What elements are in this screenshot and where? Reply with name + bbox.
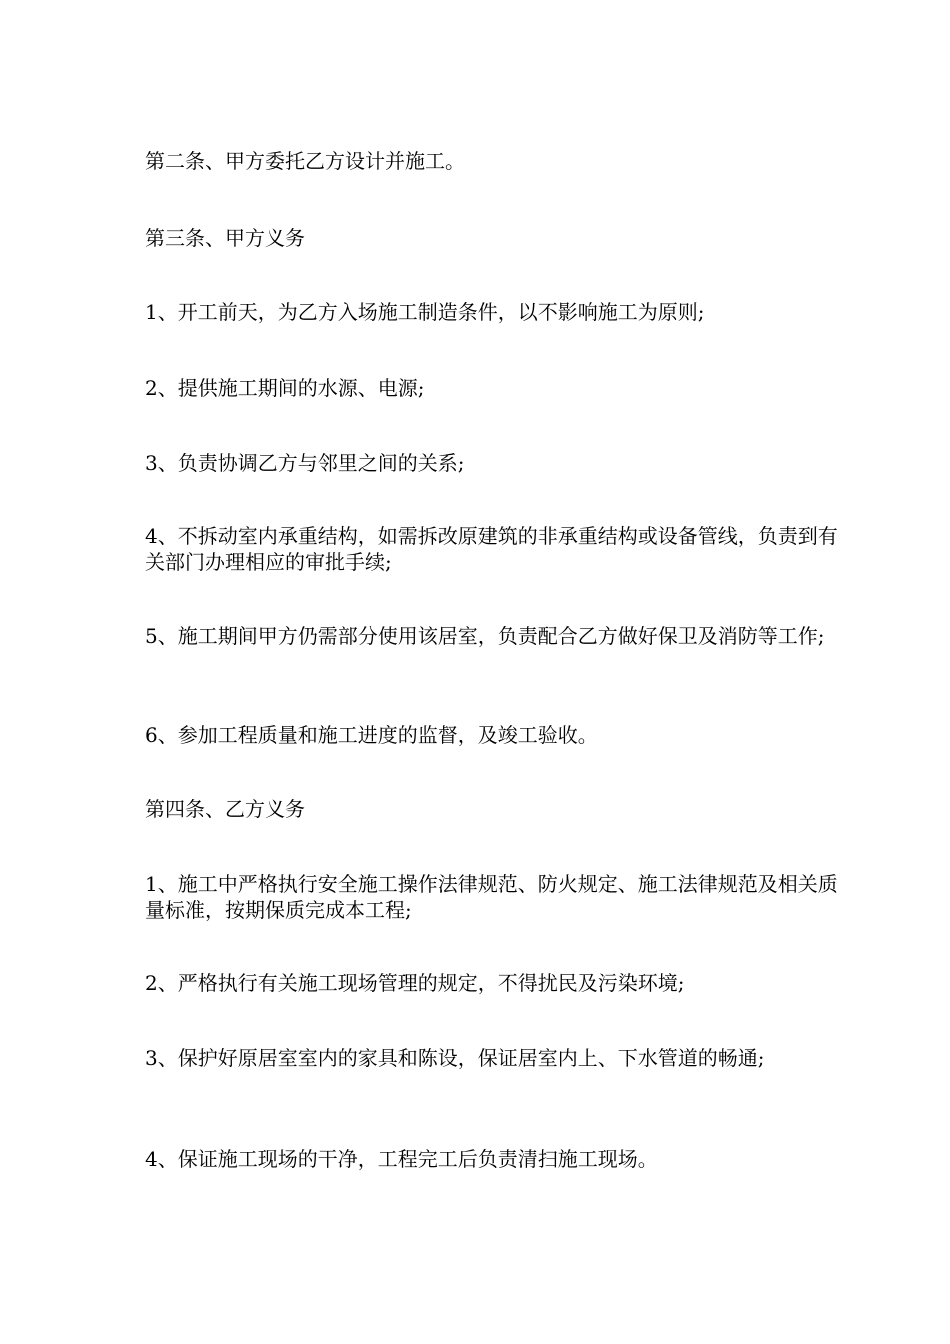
article-3-item-3: 3、负责协调乙方与邻里之间的关系; (145, 451, 465, 475)
article-3-item-6: 6、参加工程质量和施工进度的监督，及竣工验收。 (145, 723, 598, 747)
article-4-heading: 第四条、乙方义务 (145, 797, 305, 821)
article-3-item-1: 1、开工前天，为乙方入场施工制造条件，以不影响施工为原则; (145, 300, 705, 324)
article-4-item-4: 4、保证施工现场的干净，工程完工后负责清扫施工现场。 (145, 1147, 658, 1171)
article-3-heading: 第三条、甲方义务 (145, 226, 305, 250)
article-3-item-4: 4、不拆动室内承重结构，如需拆改原建筑的非承重结构或设备管线，负责到有关部门办理相应的审批手续; (145, 524, 838, 574)
article-4-item-1: 1、施工中严格执行安全施工操作法律规范、防火规定、施工法律规范及相关质量标准，按期保质完成本工程; (145, 872, 838, 922)
article-4-item-3: 3、保护好原居室室内的家具和陈设，保证居室内上、下水管道的畅通; (145, 1046, 765, 1070)
article-3-item-2: 2、提供施工期间的水源、电源; (145, 376, 425, 400)
article-2-paragraph: 第二条、甲方委托乙方设计并施工。 (145, 149, 465, 173)
article-3-item-5: 5、施工期间甲方仍需部分使用该居室，负责配合乙方做好保卫及消防等工作; (145, 624, 825, 648)
article-4-item-2: 2、严格执行有关施工现场管理的规定，不得扰民及污染环境; (145, 971, 685, 995)
